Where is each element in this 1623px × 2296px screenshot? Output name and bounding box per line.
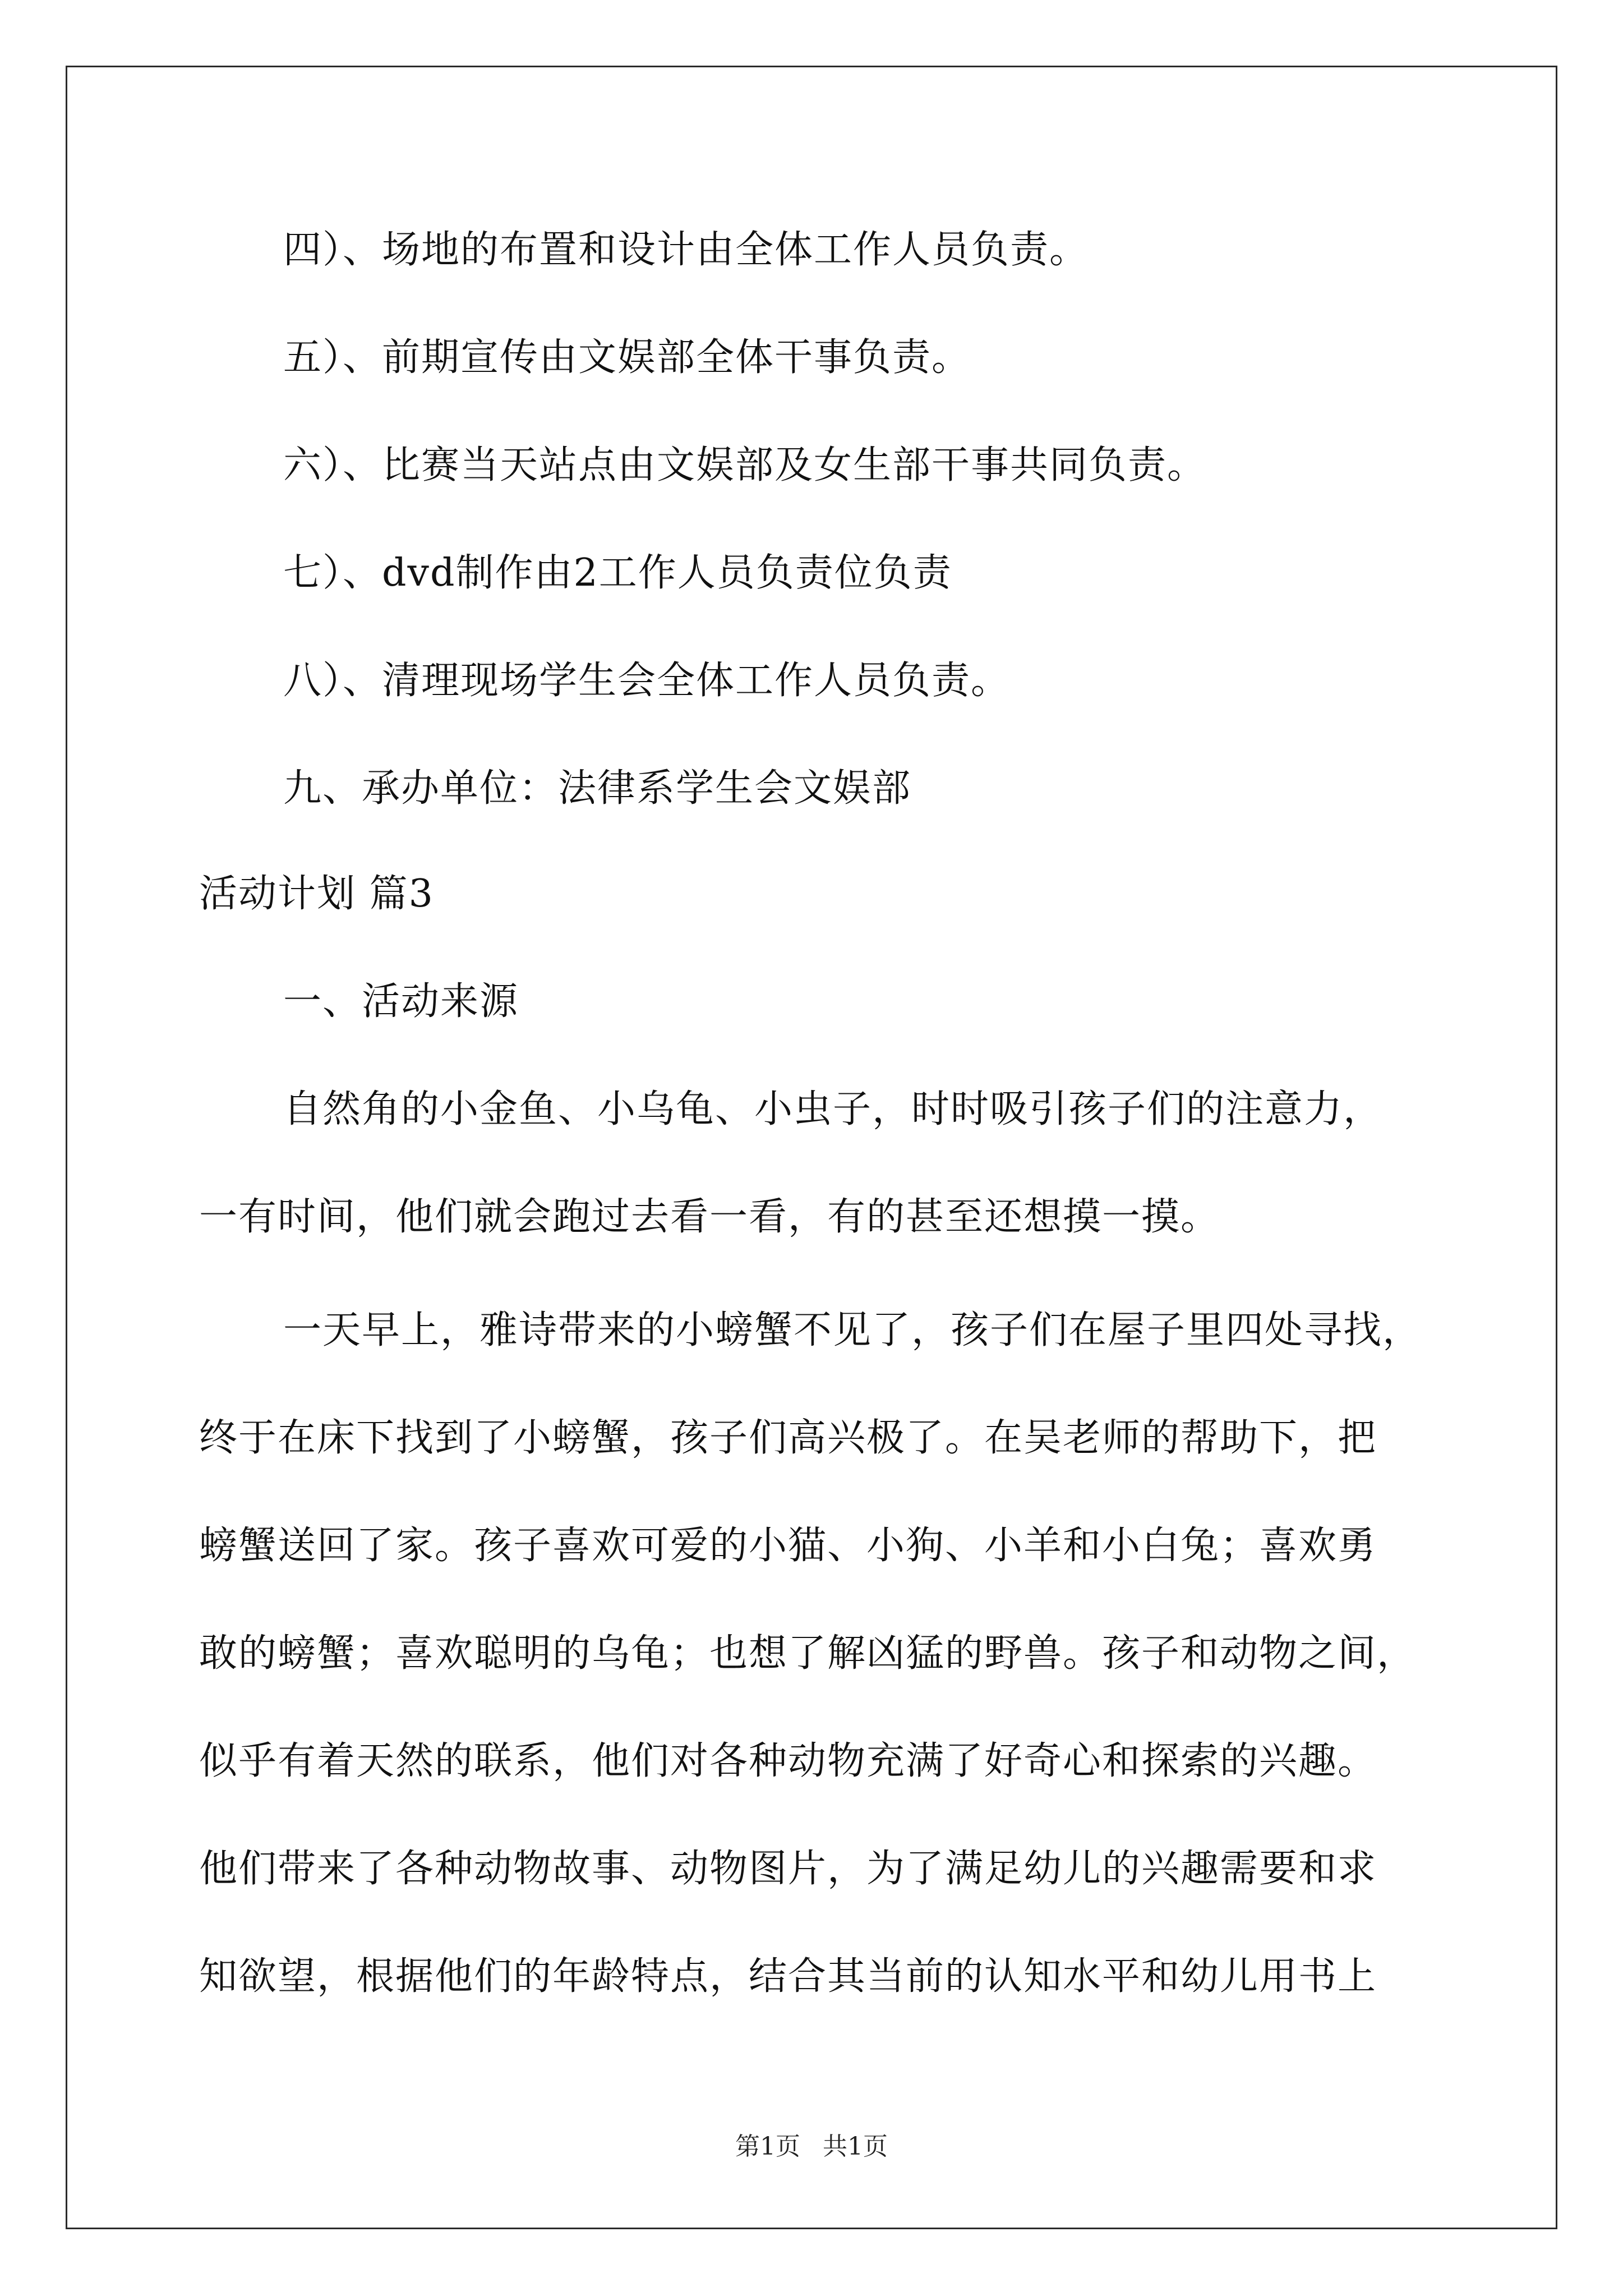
text-line: 终于在床下找到了小螃蟹，孩子们高兴极了。在吴老师的帮助下，把 <box>199 1416 1377 1460</box>
section-heading: 活动计划 篇3 <box>199 872 434 916</box>
page-total: 共1页 <box>823 2132 888 2161</box>
text-line: 七）、dvd制作由2工作人员负责位负责 <box>283 551 952 595</box>
text-line: 似乎有着天然的联系，他们对各种动物充满了好奇心和探索的兴趣。 <box>199 1739 1377 1783</box>
text-line: 一天早上，雅诗带来的小螃蟹不见了，孩子们在屋子里四处寻找， <box>283 1308 1422 1352</box>
text-line: 知欲望，根据他们的年龄特点，结合其当前的认知水平和幼儿用书上 <box>199 1954 1377 1999</box>
text-line: 六）、比赛当天站点由文娱部及女生部干事共同负责。 <box>283 443 1207 487</box>
text-line: 敢的螃蟹；喜欢聪明的乌龟；也想了解凶猛的野兽。孩子和动物之间， <box>199 1631 1417 1676</box>
text-line: 一有时间，他们就会跑过去看一看，有的甚至还想摸一摸。 <box>199 1195 1220 1239</box>
text-line: 自然角的小金鱼、小乌龟、小虫子，时时吸引孩子们的注意力， <box>283 1087 1383 1131</box>
page-border <box>66 66 1557 2229</box>
text-line: 九、承办单位：法律系学生会文娱部 <box>283 766 912 811</box>
page-number: 第1页 <box>735 2132 800 2161</box>
text-line: 五）、前期宣传由文娱部全体干事负责。 <box>283 335 971 380</box>
page-footer <box>0 2134 1623 2159</box>
text-line: 四）、场地的布置和设计由全体工作人员负责。 <box>283 228 1089 272</box>
text-line: 他们带来了各种动物故事、动物图片，为了满足幼儿的兴趣需要和求 <box>199 1847 1377 1891</box>
text-line: 螃蟹送回了家。孩子喜欢可爱的小猫、小狗、小羊和小白兔；喜欢勇 <box>199 1524 1377 1568</box>
text-line: 八）、清理现场学生会全体工作人员负责。 <box>283 659 1011 703</box>
text-line: 一、活动来源 <box>283 979 519 1024</box>
